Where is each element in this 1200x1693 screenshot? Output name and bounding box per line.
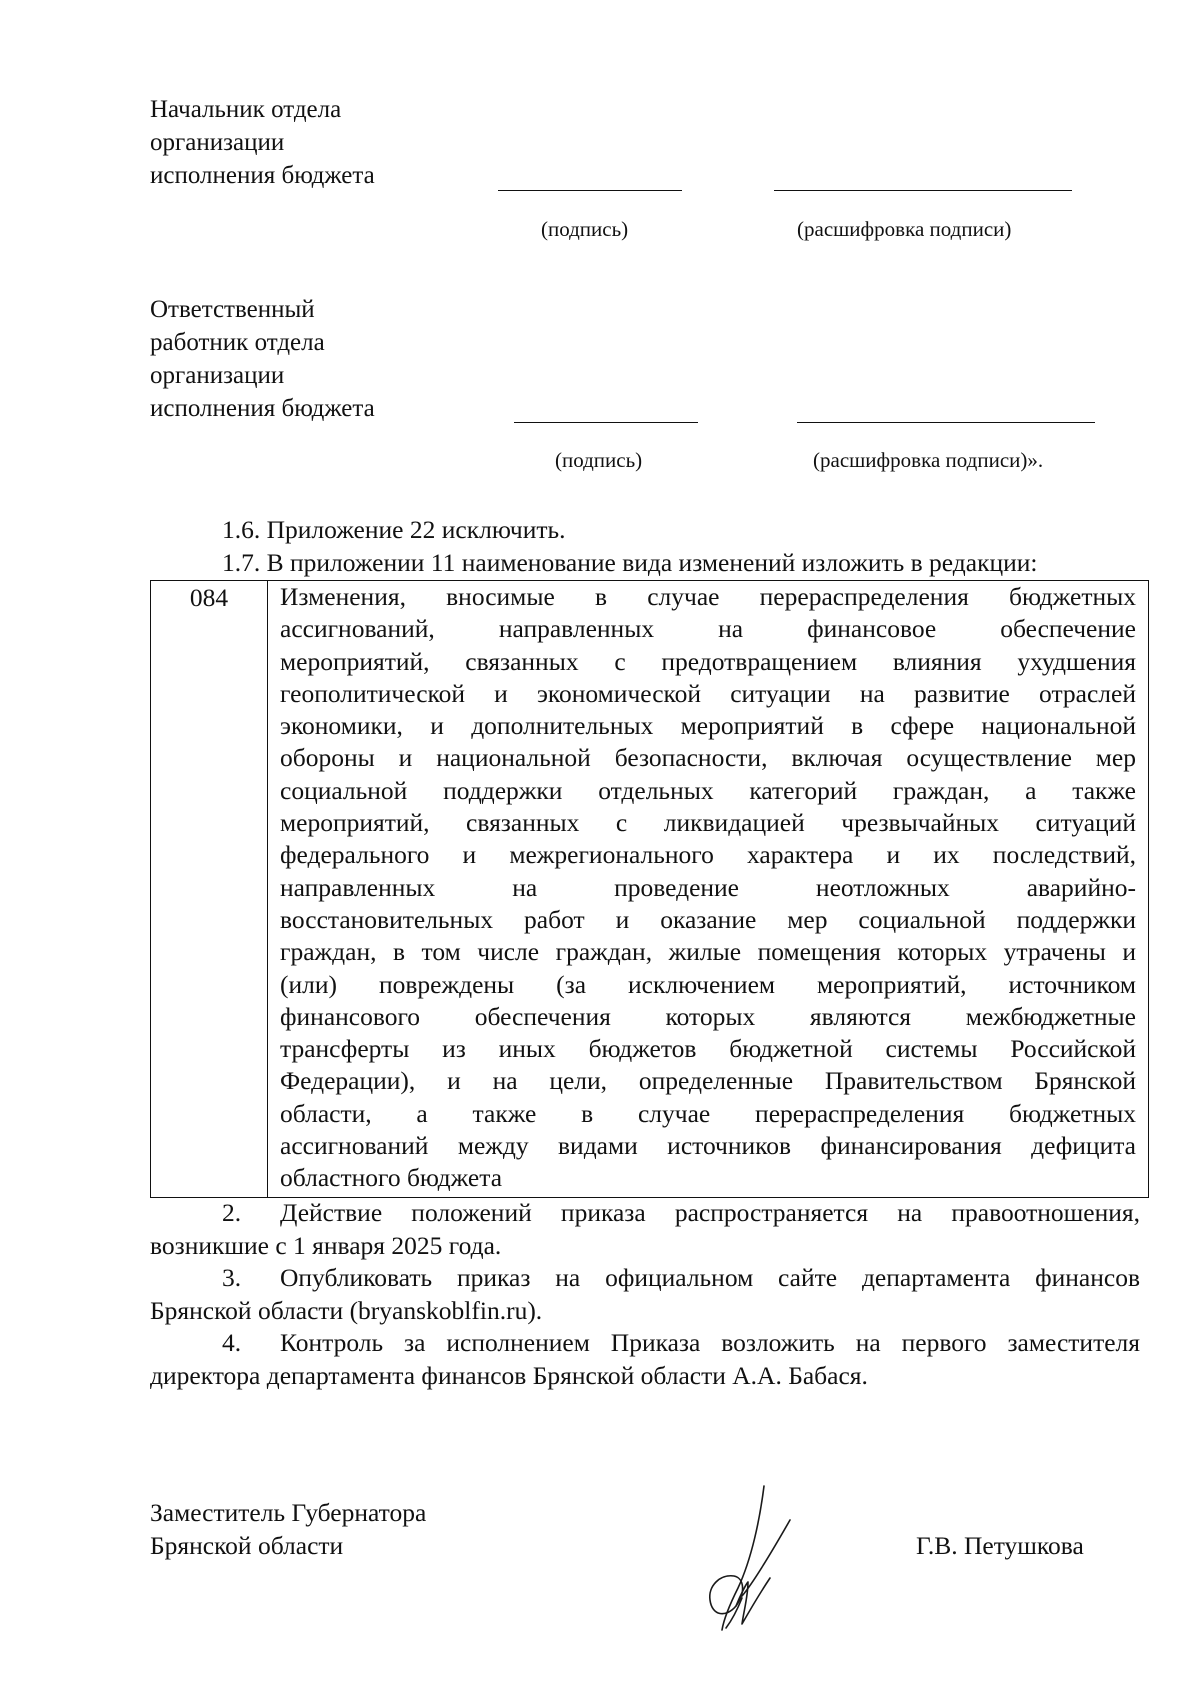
clause-4-line-1: Контроль за исполнением Приказа возложить на первого заместителя bbox=[280, 1328, 1140, 1357]
description-line: финансового обеспечения которых являются межбюджетные bbox=[280, 1001, 1136, 1031]
table-row bbox=[151, 581, 1149, 1198]
signoff-1-line-2: организации bbox=[150, 129, 285, 156]
description-text bbox=[280, 581, 1136, 1195]
description-line: граждан, в том числе граждан, жилые помещения которых утрачены и bbox=[280, 937, 1136, 967]
description-line: восстановительных работ и оказание мер социальной поддержки bbox=[280, 904, 1136, 934]
signoff-2-line-2: работник отдела bbox=[150, 329, 325, 356]
signoff-2-line-4: исполнения бюджета bbox=[150, 395, 375, 422]
clause-3-number: 3. bbox=[222, 1263, 242, 1292]
description-line: Федерации), и на цели, определенные Правительством Брянской bbox=[280, 1066, 1136, 1096]
item-1-7: 1.7. В приложении 11 наименование вида изменений изложить в редакции: bbox=[222, 548, 1038, 577]
signatory-position bbox=[150, 1496, 426, 1562]
description-line: Изменения, вносимые в случае перераспределения бюджетных bbox=[280, 582, 1136, 611]
signatory-name: Г.В. Петушкова bbox=[916, 1531, 1084, 1560]
description-line: ассигнований, направленных на финансовое обеспечение bbox=[280, 614, 1136, 644]
description-line: направленных на проведение неотложных аварийно- bbox=[280, 872, 1136, 902]
clause-3 bbox=[150, 1262, 1140, 1327]
clause-4-line-2: директора департамента финансов Брянской области А.А. Бабася. bbox=[150, 1360, 868, 1390]
description-line: геополитической и экономической ситуации на развитие отраслей bbox=[280, 678, 1136, 708]
clause-4 bbox=[150, 1327, 1140, 1392]
code-cell: 084 bbox=[151, 581, 268, 1198]
description-line: ассигнований между видами источников финансирования дефицита bbox=[280, 1131, 1136, 1161]
description-cell bbox=[268, 581, 1149, 1198]
signatory-position-line-2: Брянской области bbox=[150, 1531, 344, 1560]
signoff-1-name-line bbox=[774, 190, 1072, 191]
description-line: обороны и национальной безопасности, включая осуществление мер bbox=[280, 743, 1136, 773]
signoff-1-line-1: Начальник отдела bbox=[150, 96, 342, 123]
clause-2-number: 2. bbox=[222, 1198, 242, 1227]
clause-4-number: 4. bbox=[222, 1328, 242, 1357]
clause-3-line-2: Брянской области (bryanskoblfin.ru). bbox=[150, 1295, 543, 1325]
signoff-1-name-caption: (расшифровка подписи) bbox=[797, 217, 1012, 241]
description-line: областного бюджета bbox=[280, 1163, 503, 1193]
description-line: социальной поддержки отдельных категорий граждан, а также bbox=[280, 775, 1136, 805]
clause-2-line-2: возникшие с 1 января 2025 года. bbox=[150, 1230, 502, 1260]
amendment-table bbox=[150, 580, 1149, 1198]
clause-2-line-1: Действие положений приказа распространяется на правоотношения, bbox=[280, 1198, 1140, 1227]
signoff-2-name-line bbox=[797, 422, 1095, 423]
signoff-2-signature-line bbox=[514, 422, 698, 423]
signoff-1-signature-line bbox=[498, 190, 682, 191]
signoff-2-line-3: организации bbox=[150, 362, 285, 389]
signatory-position-line-1: Заместитель Губернатора bbox=[150, 1498, 427, 1527]
item-1-6: 1.6. Приложение 22 исключить. bbox=[222, 515, 566, 544]
description-line: федерального и межрегионального характера и их последствий, bbox=[280, 840, 1136, 870]
description-line: трансферты из иных бюджетов бюджетной системы Российской bbox=[280, 1034, 1136, 1064]
signoff-1-position bbox=[150, 93, 375, 192]
signoff-2-position bbox=[150, 293, 375, 425]
description-line: области, а также в случае перераспределения бюджетных bbox=[280, 1098, 1136, 1128]
description-line: экономики, и дополнительных мероприятий в сфере национальной bbox=[280, 711, 1136, 741]
signoff-1-line-3: исполнения бюджета bbox=[150, 162, 375, 189]
clause-2 bbox=[150, 1197, 1140, 1262]
signoff-2-name-caption: (расшифровка подписи)». bbox=[813, 448, 1044, 472]
signoff-2-line-1: Ответственный bbox=[150, 296, 315, 323]
description-line: мероприятий, связанных с предотвращением влияния ухудшения bbox=[280, 646, 1136, 676]
clause-3-line-1: Опубликовать приказ на официальном сайте департамента финансов bbox=[280, 1263, 1140, 1292]
handwritten-signature bbox=[690, 1478, 820, 1648]
signoff-1-signature-caption: (подпись) bbox=[541, 217, 629, 241]
signoff-2-signature-caption: (подпись) bbox=[555, 448, 643, 472]
description-line: мероприятий, связанных с ликвидацией чрезвычайных ситуаций bbox=[280, 808, 1136, 838]
description-line: (или) повреждены (за исключением мероприятий, источником bbox=[280, 969, 1136, 999]
